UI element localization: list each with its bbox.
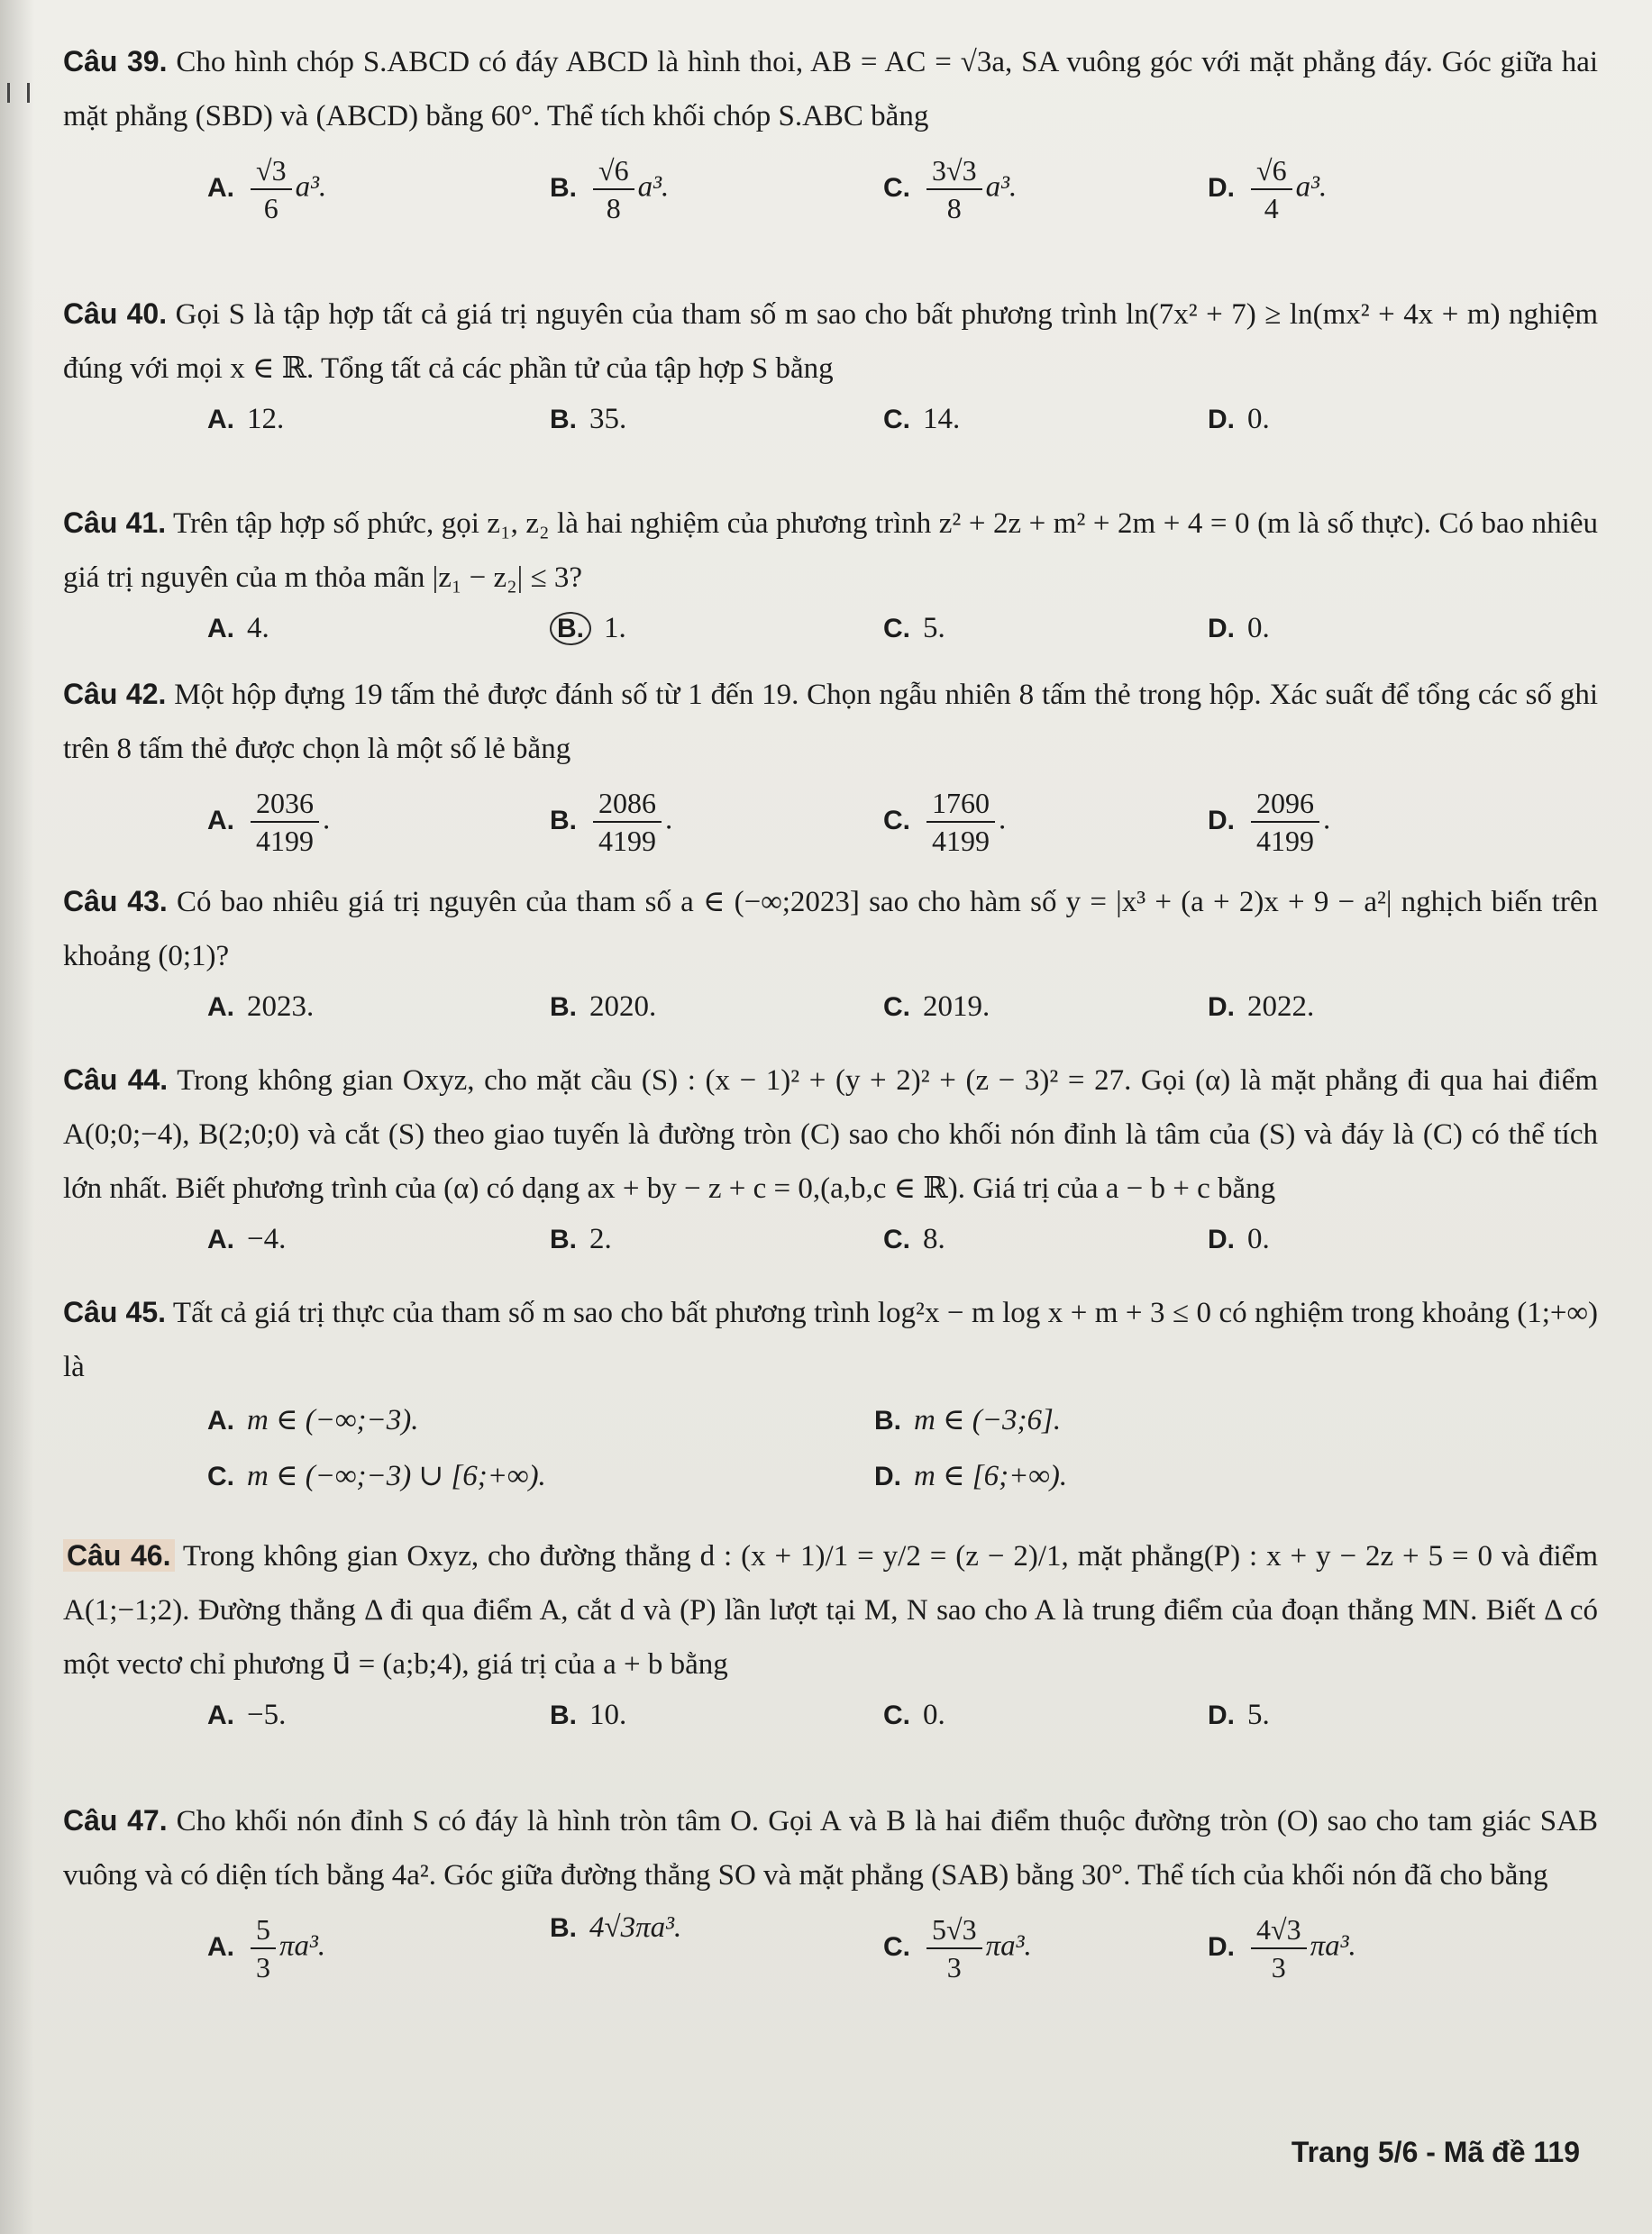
option-tail: . [665,803,673,836]
question-46 [63,1528,1598,1755]
option-b[interactable] [550,1699,626,1732]
option-label: D. [1208,405,1235,434]
option-d[interactable] [1208,1699,1270,1732]
option-c[interactable] [207,1457,546,1493]
fraction-numerator: √6 [593,152,634,190]
option-d[interactable] [1208,612,1270,645]
option-c[interactable] [883,1223,945,1256]
question-number: Câu 42. [63,678,167,710]
question-stem: Trên tập hợp số phức, gọi z₁, z₂ là hai nghiệm của phương trình z² + 2z + m² + 2m + 4 = 0 (m là số thực). Có bao nhiêu giá trị nguyên của m thỏa mãn |z₁ − z₂| ≤ 3? [63,507,1598,594]
question-42 [63,667,1598,875]
option-text: 4. [247,612,269,644]
fraction-denominator: 4 [1264,192,1279,224]
question-number: Câu 47. [63,1804,168,1837]
fraction-numerator: √6 [1251,152,1292,190]
option-a[interactable] [207,612,269,645]
option-text: 4√3πa³. [589,1911,682,1944]
option-label: A. [207,405,234,434]
fraction-numerator: 2096 [1251,785,1319,823]
page-footer: Trang 5/6 - Mã đề 119 [1291,2136,1580,2168]
option-text: 14. [923,403,961,435]
option-tail: . [323,803,331,836]
answer-options [63,983,1598,1046]
option-text: 2023. [247,990,315,1023]
option-d[interactable] [1208,990,1314,1024]
fraction-denominator: 6 [263,192,278,224]
option-label: D. [1208,805,1235,835]
question-stem: Gọi S là tập hợp tất cả giá trị nguyên của tham số m sao cho bất phương trình ln(7x² + 7) ≥ ln(mx² + 4x + m) nghiệm đúng với mọi x ∈ ℝ. Tổng tất cả các phần tử của tập hợp S bằng [63,298,1599,385]
option-text: 2022. [1247,990,1315,1023]
option-label: B. [874,1406,901,1436]
option-text: 0. [1247,403,1270,435]
option-label: C. [883,405,910,434]
option-b[interactable] [874,1401,1061,1437]
option-label: B. [550,805,577,835]
option-label: A. [207,1931,234,1962]
fraction-denominator: 8 [946,192,962,224]
margin-mark [27,83,30,103]
option-a[interactable] [207,1911,325,1985]
option-label: A. [207,172,234,203]
option-label: A. [207,1406,234,1436]
option-text: 2. [589,1223,612,1255]
option-text: −4. [247,1223,287,1255]
question-44 [63,1053,1598,1279]
option-tail: a³. [985,170,1018,204]
option-b[interactable] [550,1223,612,1256]
question-40 [63,287,1598,459]
option-c[interactable] [883,612,945,645]
option-label: B. [550,1913,577,1943]
fraction-numerator: 3√3 [926,152,982,190]
option-text: 8. [923,1223,945,1255]
answer-options [63,1902,1598,2001]
option-text: 5. [923,612,945,644]
option-label: C. [883,1701,910,1730]
fraction-numerator: 4√3 [1251,1911,1307,1949]
option-label: A. [207,992,234,1022]
option-c[interactable] [883,1911,1032,1985]
option-label: D. [874,1462,901,1491]
fraction-numerator: 2036 [251,785,319,823]
option-d[interactable] [1208,1911,1356,1985]
question-number: Câu 40. [63,297,168,330]
option-b[interactable] [550,785,672,859]
option-label: B. [550,1701,577,1730]
option-c[interactable] [883,152,1017,226]
option-label: C. [883,992,910,1022]
question-number: Câu 45. [63,1296,167,1328]
option-tail: . [999,803,1007,836]
option-label: D. [1208,172,1235,203]
option-text: 12. [247,403,285,435]
option-label: D. [1208,992,1235,1022]
option-a[interactable] [207,1699,286,1732]
fraction-denominator: 3 [256,1951,270,1983]
option-label: C. [883,1225,910,1254]
option-tail: πa³. [279,1929,326,1963]
option-tail: a³. [637,170,670,204]
option-text: m ∈ (−∞;−3) ∪ [6;+∞). [247,1460,546,1492]
option-label: D. [1208,614,1235,643]
option-text: −5. [247,1699,287,1731]
fraction-numerator: 5 [251,1911,276,1949]
option-text: 5. [1247,1699,1270,1731]
answer-options [63,1216,1598,1279]
option-c[interactable] [883,403,960,436]
option-b[interactable] [550,612,626,645]
option-text: m ∈ (−∞;−3). [247,1404,419,1436]
fraction-denominator: 3 [1271,1951,1286,1983]
question-stem: Trong không gian Oxyz, cho đường thẳng d : (x + 1)/1 = y/2 = (z − 2)/1, mặt phẳng(P) : x + y − 2z + 5 = 0 và điểm A(1;−1;2). Đường thẳng Δ đi qua điểm A, cắt d và (P) lần lượt tại M, N sao cho A là trung điểm của đoạn thẳng MN. Biết Δ có một vectơ chỉ phương u⃗ = (a;b;4), giá trị của a + b bằng [63,1540,1599,1681]
option-text: m ∈ (−3;6]. [914,1404,1062,1436]
option-c[interactable] [883,1699,945,1732]
option-text: m ∈ [6;+∞). [914,1460,1068,1492]
fraction-denominator: 4199 [1256,825,1314,857]
question-stem: Có bao nhiêu giá trị nguyên của tham số a ∈ (−∞;2023] sao cho hàm số y = |x³ + (a + 2)x + 9 − a²| nghịch biến trên khoảng (0;1)? [63,886,1599,972]
question-39 [63,34,1598,242]
answer-options-row-1 [63,1394,1598,1450]
option-label: A. [207,614,234,643]
option-a[interactable] [207,1223,286,1256]
option-label: B. [550,1225,577,1254]
option-label: C. [207,1462,234,1491]
option-b[interactable] [550,990,656,1024]
question-43 [63,874,1598,1046]
fraction-numerator: √3 [251,152,292,190]
option-label: C. [883,172,910,203]
answer-options [63,605,1598,668]
option-text: 0. [1247,612,1270,644]
option-d[interactable] [1208,1223,1270,1256]
option-label: A. [207,1701,234,1730]
option-label: A. [207,805,234,835]
fraction-denominator: 4199 [598,825,656,857]
answer-options-row-2 [63,1450,1598,1506]
option-d[interactable] [1208,152,1327,226]
question-stem: Một hộp đựng 19 tấm thẻ được đánh số từ 1 đến 19. Chọn ngẫu nhiên 8 tấm thẻ trong hộp. Xác suất để tổng các số ghi trên 8 tấm thẻ được chọn là một số lẻ bằng [63,679,1599,765]
question-number: Câu 41. [63,506,167,539]
fraction-numerator: 1760 [926,785,995,823]
question-number: Câu 43. [63,885,168,917]
option-a[interactable] [207,990,314,1024]
question-45 [63,1285,1598,1506]
option-b[interactable] [550,152,669,226]
question-stem: Cho hình chóp S.ABCD có đáy ABCD là hình thoi, AB = AC = √3a, SA vuông góc với mặt phẳng đáy. Góc giữa hai mặt phẳng (SBD) và (ABCD) bằng 60°. Thể tích khối chóp S.ABC bằng [63,46,1599,132]
answer-options [63,396,1598,459]
question-number: Câu 44. [63,1063,169,1096]
page-edge-shadow [0,0,34,2234]
answer-options [63,143,1598,242]
option-label: D. [1208,1701,1235,1730]
question-41 [63,496,1598,668]
option-tail: . [1323,803,1331,836]
answer-options [63,776,1598,875]
fraction-denominator: 4199 [932,825,990,857]
fraction-numerator: 5√3 [926,1911,982,1949]
option-tail: πa³. [985,1929,1032,1963]
option-label: C. [883,614,910,643]
option-label: A. [207,1225,234,1254]
answer-options [63,1691,1598,1755]
option-label: D. [1208,1931,1235,1962]
option-b[interactable] [550,1911,681,1945]
option-a[interactable] [207,1401,419,1437]
option-label: B. [550,405,577,434]
option-d[interactable] [1208,403,1270,436]
question-number: Câu 39. [63,45,168,78]
option-d[interactable] [1208,785,1330,859]
option-label: B. [550,992,577,1022]
option-text: 0. [1247,1223,1270,1255]
option-c[interactable] [883,990,990,1024]
option-text: 0. [923,1699,945,1731]
fraction-denominator: 8 [606,192,621,224]
option-text: 2019. [923,990,990,1023]
option-d[interactable] [874,1457,1067,1493]
question-stem: Tất cả giá trị thực của tham số m sao cho bất phương trình log²x − m log x + m + 3 ≤ 0 có nghiệm trong khoảng (1;+∞) là [63,1297,1599,1383]
option-label-circled: B. [550,612,591,645]
option-label: C. [883,805,910,835]
option-c[interactable] [883,785,1006,859]
option-a[interactable] [207,785,330,859]
question-number: Câu 46. [63,1539,175,1572]
option-label: B. [550,172,577,203]
option-tail: πa³. [1310,1929,1356,1963]
fraction-denominator: 4199 [256,825,314,857]
option-b[interactable] [550,403,626,436]
question-stem: Cho khối nón đỉnh S có đáy là hình tròn tâm O. Gọi A và B là hai điểm thuộc đường tròn (O) sao cho tam giác SAB vuông và có diện tích bằng 4a². Góc giữa đường thẳng SO và mặt phẳng (SAB) bằng 30°. Thể tích của khối nón đã cho bằng [63,1805,1599,1892]
fraction-numerator: 2086 [593,785,662,823]
option-label: C. [883,1931,910,1962]
option-a[interactable] [207,152,326,226]
option-tail: a³. [1295,170,1328,204]
question-stem: Trong không gian Oxyz, cho mặt cầu (S) : (x − 1)² + (y + 2)² + (z − 3)² = 27. Gọi (α) là mặt phẳng đi qua hai điểm A(0;0;−4), B(2;0;0) và cắt (S) theo giao tuyến là đường tròn (C) sao cho khối nón đỉnh là tâm của (S) và đáy là (C) có thể tích lớn nhất. Biết phương trình của (α) có dạng ax + by − z + c = 0,(a,b,c ∈ ℝ). Giá trị của a − b + c bằng [63,1064,1599,1205]
option-text: 1. [604,612,626,644]
option-text: 10. [589,1699,627,1731]
question-47 [63,1793,1598,2001]
option-a[interactable] [207,403,284,436]
fraction-denominator: 3 [946,1951,962,1983]
option-label: D. [1208,1225,1235,1254]
option-text: 35. [589,403,627,435]
margin-mark [7,83,10,103]
option-tail: a³. [295,170,327,204]
option-text: 2020. [589,990,657,1023]
